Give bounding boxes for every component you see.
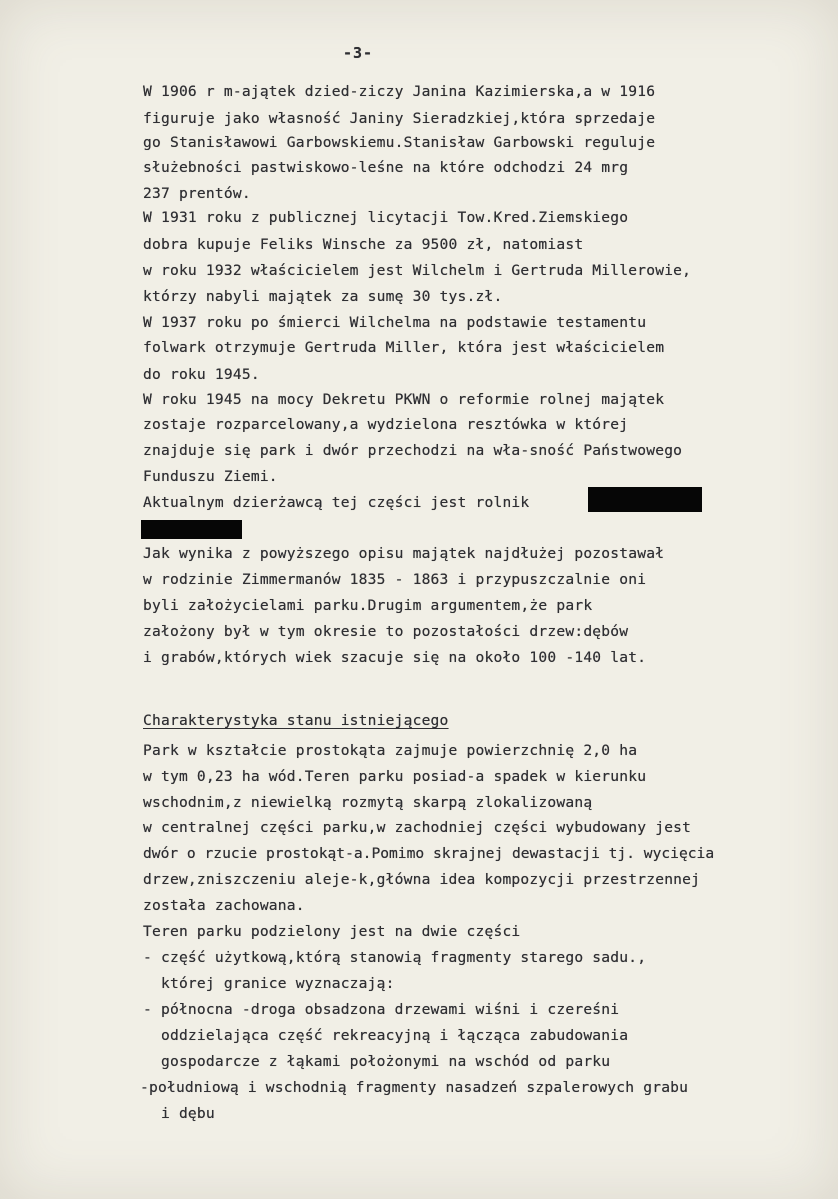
- list-item: której granice wyznaczają:: [143, 975, 395, 992]
- text-line: 237 prentów.: [143, 185, 251, 202]
- text-line: figuruje jako własność Janiny Sieradzkiej,która sprzedaje: [143, 110, 656, 127]
- text-line: w tym 0,23 ha wód.Teren parku posiad-a spadek w kierunku: [143, 768, 647, 785]
- section-heading: Charakterystyka stanu istniejącego: [143, 712, 449, 729]
- text-line: folwark otrzymuje Gertruda Miller, która jest właścicielem: [143, 339, 665, 356]
- list-item: - część użytkową,którą stanowią fragmenty starego sadu.,: [143, 949, 647, 966]
- text-line: w roku 1932 właścicielem jest Wilchelm i Gertruda Millerowie,: [143, 262, 692, 279]
- text-line: dwór o rzucie prostokąt-a.Pomimo skrajnej dewastacji tj. wycięcia: [143, 845, 715, 862]
- list-item: - północna -droga obsadzona drzewami wiśni i czereśni: [143, 1001, 620, 1018]
- text-line: Jak wynika z powyższego opisu majątek najdłużej pozostawał: [143, 545, 665, 562]
- redaction-bar: [588, 487, 702, 512]
- text-line: służebności pastwiskowo-leśne na które odchodzi 24 mrg: [143, 159, 629, 176]
- text-line: i grabów,których wiek szacuje się na około 100 -140 lat.: [143, 649, 647, 666]
- text-line: W 1931 roku z publicznej licytacji Tow.Kred.Ziemskiego: [143, 209, 629, 226]
- list-item: i dębu: [143, 1105, 215, 1122]
- text-line: byli założycielami parku.Drugim argumentem,że park: [143, 597, 593, 614]
- text-line: w rodzinie Zimmermanów 1835 - 1863 i przypuszczalnie oni: [143, 571, 647, 588]
- text-line: w centralnej części parku,w zachodniej części wybudowany jest: [143, 819, 692, 836]
- text-line: którzy nabyli majątek za sumę 30 tys.zł.: [143, 288, 503, 305]
- text-line: do roku 1945.: [143, 366, 260, 383]
- list-item: oddzielająca część rekreacyjną i łącząca zabudowania: [143, 1027, 629, 1044]
- text-line: została zachowana.: [143, 897, 305, 914]
- text-line: wschodnim,z niewielką rozmytą skarpą zlokalizowaną: [143, 794, 593, 811]
- text-line: Funduszu Ziemi.: [143, 468, 278, 485]
- redaction-bar: [141, 520, 242, 539]
- text-line: W roku 1945 na mocy Dekretu PKWN o reformie rolnej majątek: [143, 391, 665, 408]
- text-line: W 1906 r m-ajątek dzied-ziczy Janina Kazimierska,a w 1916: [143, 83, 656, 100]
- list-item: -południową i wschodnią fragmenty nasadzeń szpalerowych grabu: [140, 1079, 689, 1096]
- text-line: znajduje się park i dwór przechodzi na wła-sność Państwowego: [143, 442, 683, 459]
- text-line: W 1937 roku po śmierci Wilchelma na podstawie testamentu: [143, 314, 647, 331]
- text-line: zostaje rozparcelowany,a wydzielona resztówka w której: [143, 416, 629, 433]
- text-line: drzew,zniszczeniu aleje-k,główna idea kompozycji przestrzennej: [143, 871, 701, 888]
- text-line: dobra kupuje Feliks Winsche za 9500 zł, natomiast: [143, 236, 584, 253]
- text-line: Teren parku podzielony jest na dwie części: [143, 923, 521, 940]
- page-number: -3-: [343, 44, 374, 62]
- text-line: Aktualnym dzierżawcą tej części jest rolnik: [143, 494, 530, 511]
- text-line: go Stanisławowi Garbowskiemu.Stanisław Garbowski reguluje: [143, 134, 656, 151]
- text-line: Park w kształcie prostokąta zajmuje powierzchnię 2,0 ha: [143, 742, 638, 759]
- list-item: gospodarcze z łąkami położonymi na wschód od parku: [143, 1053, 611, 1070]
- text-line: założony był w tym okresie to pozostałości drzew:dębów: [143, 623, 629, 640]
